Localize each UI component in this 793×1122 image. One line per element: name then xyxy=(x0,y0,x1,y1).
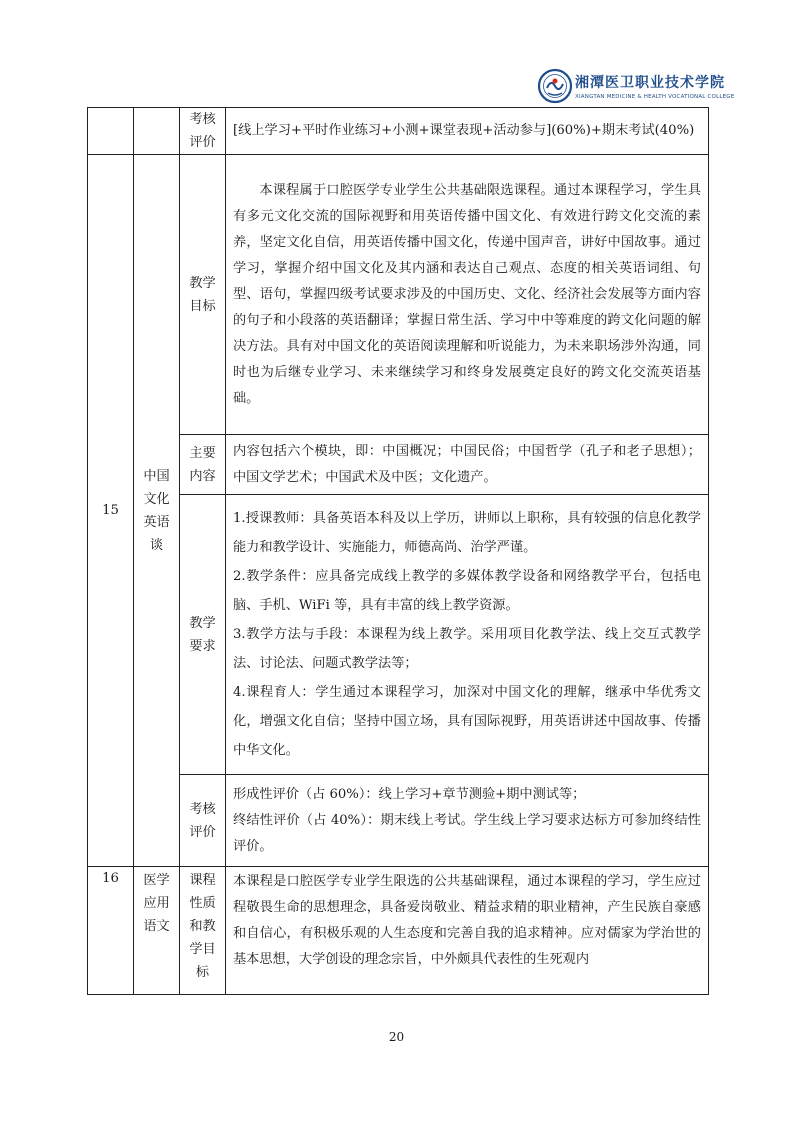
table-row xyxy=(88,775,709,867)
requirement-item: 4.课程育人：学生通过本课程学习，加深对中国文化的理解，继承中华优秀文化，增强文化自信；坚持中国立场，具有国际视野，用英语讲述中国故事、传播中华文化。 xyxy=(233,685,701,758)
course-number: 15 xyxy=(88,155,134,867)
main-content-text: 内容包括六个模块，即：中国概况；中国民俗；中国哲学（孔子和老子思想）；中国文学艺术；中国武术及中医；文化遗产。 xyxy=(233,443,701,485)
requirement-item: 1.授课教师：具备英语本科及以上学历，讲师以上职称，具有较强的信息化教学能力和教学设计、实施能力，师德高尚、治学严谨。 xyxy=(233,511,701,555)
requirements-content xyxy=(226,495,709,775)
college-name-english: XIANGTAN MEDICINE & HEALTH VOCATIONAL COLLEGE xyxy=(575,94,735,100)
row-label-nature-goals xyxy=(180,867,226,995)
evaluation-content xyxy=(226,108,709,155)
course-name-text: 中国 文化 英语 谈 xyxy=(143,468,170,553)
row-label-goals xyxy=(180,155,226,435)
evaluation-text: [线上学习+平时作业练习+小测+课堂表现+活动参与](60%)+期末考试(40%) xyxy=(233,123,695,138)
course-name xyxy=(134,867,180,995)
name-cell-empty xyxy=(134,108,180,155)
requirement-item: 3.教学方法与手段：本课程为线上教学。采用项目化教学法、线上交互式教学法、讨论法、问题式教学法等； xyxy=(233,627,701,671)
course-table xyxy=(87,107,709,995)
label-text: 主要 内容 xyxy=(189,445,216,484)
evaluation-item: 终结性评价（占 40%）：期末线上考试。学生线上学习要求达标方可参加终结性评价。 xyxy=(233,812,701,854)
label-text: 教学 要求 xyxy=(189,615,216,654)
course-number: 16 xyxy=(88,867,134,995)
goals-text: 本课程属于口腔医学专业学生公共基础限选课程。通过本课程学习，学生具有多元文化交流的国际视野和用英语传播中国文化、有效进行跨文化交流的素养，坚定文化自信，用英语传播中国文化，传递中国声音，讲好中国故事。通过学习，掌握介绍中国文化及其内涵和表达自己观点、态度的相关英语词组、句型、语句，掌握四级考试要求涉及的中国历史、文化、经济社会发展等方面内容的句子和小段落的英语翻译；掌握日常生活、学习中中等难度的跨文化问题的解决方法。具有对中国文化的英语阅读理解和听说能力，为未来职场涉外沟通，同时也为后继专业学习、未来继续学习和终身发展奠定良好的跨文化交流英语基础。 xyxy=(233,182,701,406)
page-number: 20 xyxy=(388,1030,405,1044)
table-row xyxy=(88,495,709,775)
label-text: 课程 性质 和教 学目 标 xyxy=(189,873,216,980)
label-text: 教学 目标 xyxy=(189,275,216,314)
nature-goals-text: 本课程是口腔医学专业学生限选的公共基础课程，通过本课程的学习，学生应过程敬畏生命的思想理念，具备爱岗敬业、精益求精的职业精神，产生民族自豪感和自信心，有积极乐观的人生态度和完善自我的追求精神。应对儒家为学治世的基本思想，大学创设的理念宗旨，中外颇具代表性的生死观内 xyxy=(233,874,701,967)
nature-goals-content xyxy=(226,867,709,995)
table-row xyxy=(88,108,709,155)
row-label-content xyxy=(180,435,226,495)
goals-content xyxy=(226,155,709,435)
table-row xyxy=(88,435,709,495)
row-label-requirements xyxy=(180,495,226,775)
evaluation-content xyxy=(226,775,709,867)
number-cell-empty xyxy=(88,108,134,155)
row-label-evaluation xyxy=(180,775,226,867)
course-name xyxy=(134,155,180,867)
main-content xyxy=(226,435,709,495)
label-text: 考核 评价 xyxy=(189,112,216,150)
requirement-item: 2.教学条件：应具备完成线上教学的多媒体教学设备和网络教学平台，包括电脑、手机、WiFi 等，具有丰富的线上教学资源。 xyxy=(233,569,701,613)
college-name: 湘潭医卫职业技术学院 xyxy=(575,75,725,91)
table-row xyxy=(88,155,709,435)
label-text: 考核 评价 xyxy=(189,801,216,840)
evaluation-item: 形成性评价（占 60%）：线上学习+章节测验+期中测试等； xyxy=(233,786,586,802)
table-row xyxy=(88,867,709,995)
course-name-text: 医学 应用 语文 xyxy=(143,873,170,934)
row-label-evaluation xyxy=(180,108,226,155)
